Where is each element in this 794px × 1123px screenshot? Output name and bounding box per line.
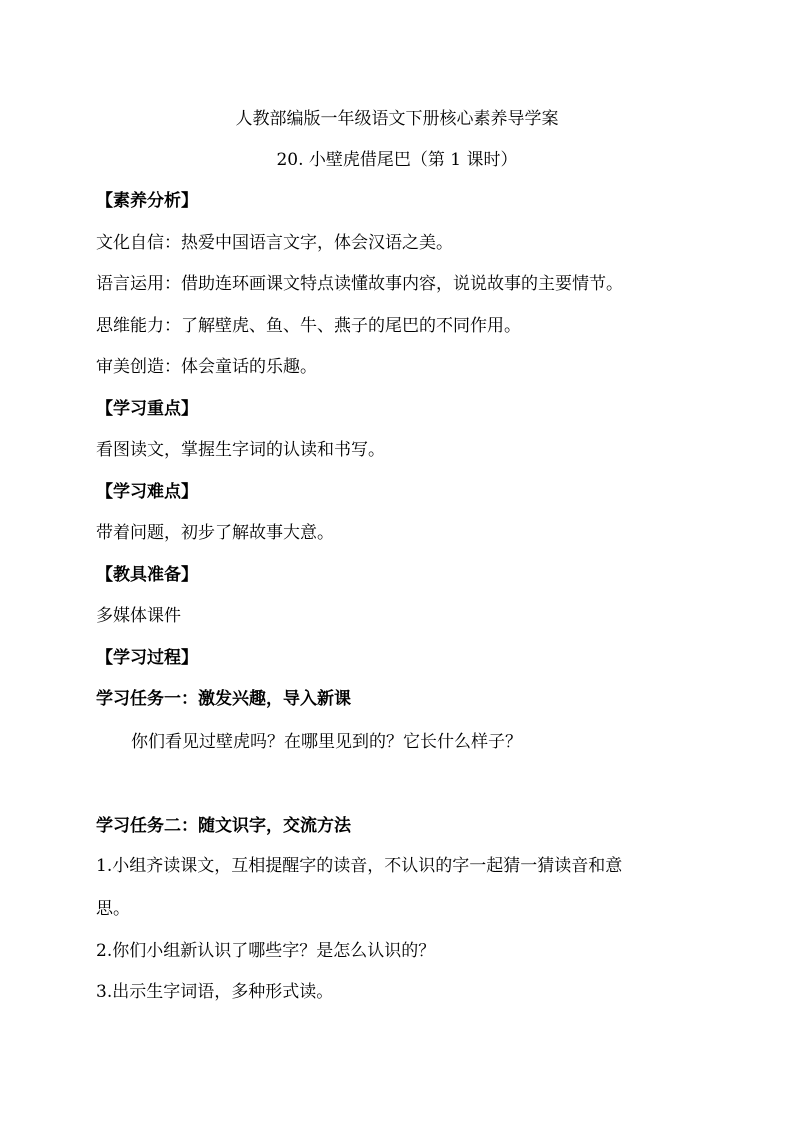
process-heading: 【学习过程】 (96, 648, 198, 668)
focus-heading: 【学习重点】 (96, 399, 198, 419)
document-title: 人教部编版一年级语文下册核心素养导学案 (235, 109, 559, 129)
task2-title: 学习任务二：随文识字，交流方法 (96, 816, 351, 836)
literacy-item-thinking: 思维能力：了解壁虎、鱼、牛、燕子的尾巴的不同作用。 (96, 316, 521, 336)
task2-step2: 2.你们小组新认识了哪些字？是怎么认识的？ (96, 941, 436, 961)
literacy-item-language: 语言运用：借助连环画课文特点读懂故事内容，说说故事的主要情节。 (96, 274, 623, 294)
focus-text: 看图读文，掌握生字词的认读和书写。 (96, 440, 385, 460)
lesson-title: 20. 小壁虎借尾巴（第 1 课时） (276, 150, 518, 170)
task1-title: 学习任务一：激发兴趣，导入新课 (96, 689, 351, 709)
difficulty-heading: 【学习难点】 (96, 482, 198, 502)
task2-step1-line2: 思。 (96, 899, 130, 919)
difficulty-text: 带着问题，初步了解故事大意。 (96, 523, 334, 543)
literacy-item-culture: 文化自信：热爱中国语言文字，体会汉语之美。 (96, 233, 453, 253)
literacy-item-aesthetic: 审美创造：体会童话的乐趣。 (96, 357, 317, 377)
materials-heading: 【教具准备】 (96, 565, 198, 585)
task2-step3: 3.出示生字词语，多种形式读。 (96, 982, 334, 1002)
task1-text: 你们看见过壁虎吗？在哪里见到的？它长什么样子？ (131, 732, 522, 752)
task2-step1-line1: 1.小组齐读课文，互相提醒字的读音，不认识的字一起猜一猜读音和意 (96, 856, 623, 876)
materials-text: 多媒体课件 (96, 606, 181, 626)
literacy-heading: 【素养分析】 (96, 191, 198, 211)
